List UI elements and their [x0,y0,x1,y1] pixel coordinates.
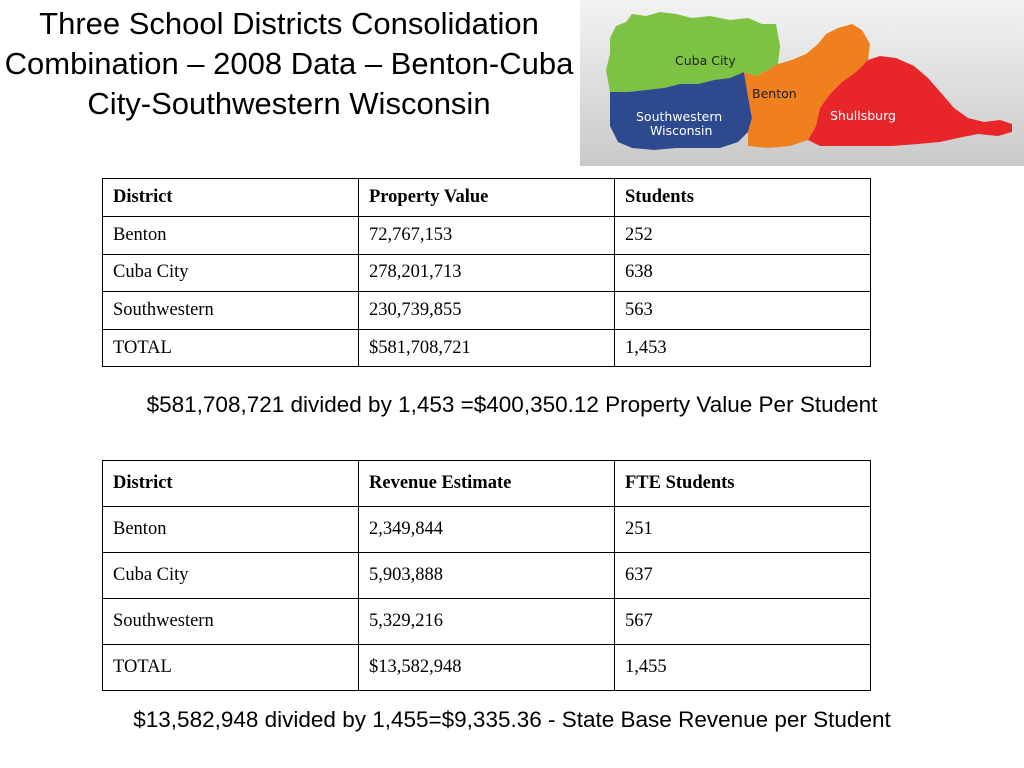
cell-district: TOTAL [103,645,359,691]
table-row [103,553,871,599]
column-header-district: District [103,179,359,217]
column-header-fte-students: FTE Students [615,461,871,507]
cell-fte-students: 637 [615,553,871,599]
cell-property-value: 72,767,153 [359,217,615,255]
table-total-row [103,329,871,367]
table-row [103,217,871,255]
table-header-row [103,179,871,217]
column-header-property-value: Property Value [359,179,615,217]
cell-fte-students: 251 [615,507,871,553]
table-row [103,599,871,645]
property-value-table [102,178,871,367]
cell-students: 1,453 [615,329,871,367]
cell-district: Southwestern [103,292,359,330]
map-label-southwestern-line1: Southwestern [636,109,723,124]
cell-revenue-estimate: $13,582,948 [359,645,615,691]
cell-property-value: 278,201,713 [359,254,615,292]
cell-district: Benton [103,507,359,553]
table-row [103,254,871,292]
column-header-students: Students [615,179,871,217]
column-header-district: District [103,461,359,507]
cell-district: Cuba City [103,553,359,599]
cell-district: Cuba City [103,254,359,292]
cell-district: Benton [103,217,359,255]
table-row [103,292,871,330]
map-label-southwestern-line2: Wisconsin [650,123,713,138]
map-label-cuba-city: Cuba City [675,53,736,68]
cell-district: Southwestern [103,599,359,645]
cell-students: 252 [615,217,871,255]
table-total-row [103,645,871,691]
cell-property-value: $581,708,721 [359,329,615,367]
district-map [580,0,1024,166]
table-row [103,507,871,553]
property-value-per-student-note: $581,708,721 divided by 1,453 =$400,350.12 Property Value Per Student [146,392,878,417]
slide-title: Three School Districts Consolidation Combination – 2008 Data – Benton-Cuba City-Southwestern Wisconsin [4,6,574,121]
cell-fte-students: 567 [615,599,871,645]
cell-fte-students: 1,455 [615,645,871,691]
map-label-benton: Benton [752,86,797,101]
district-map-graphic [580,0,1024,166]
state-base-revenue-note: $13,582,948 divided by 1,455=$9,335.36 - State Base Revenue per Student [133,707,891,732]
cell-revenue-estimate: 2,349,844 [359,507,615,553]
column-header-revenue-estimate: Revenue Estimate [359,461,615,507]
cell-revenue-estimate: 5,329,216 [359,599,615,645]
cell-property-value: 230,739,855 [359,292,615,330]
table-header-row [103,461,871,507]
map-label-shullsburg: Shullsburg [830,108,896,123]
cell-students: 563 [615,292,871,330]
revenue-estimate-table [102,460,871,691]
cell-district: TOTAL [103,329,359,367]
cell-revenue-estimate: 5,903,888 [359,553,615,599]
cell-students: 638 [615,254,871,292]
